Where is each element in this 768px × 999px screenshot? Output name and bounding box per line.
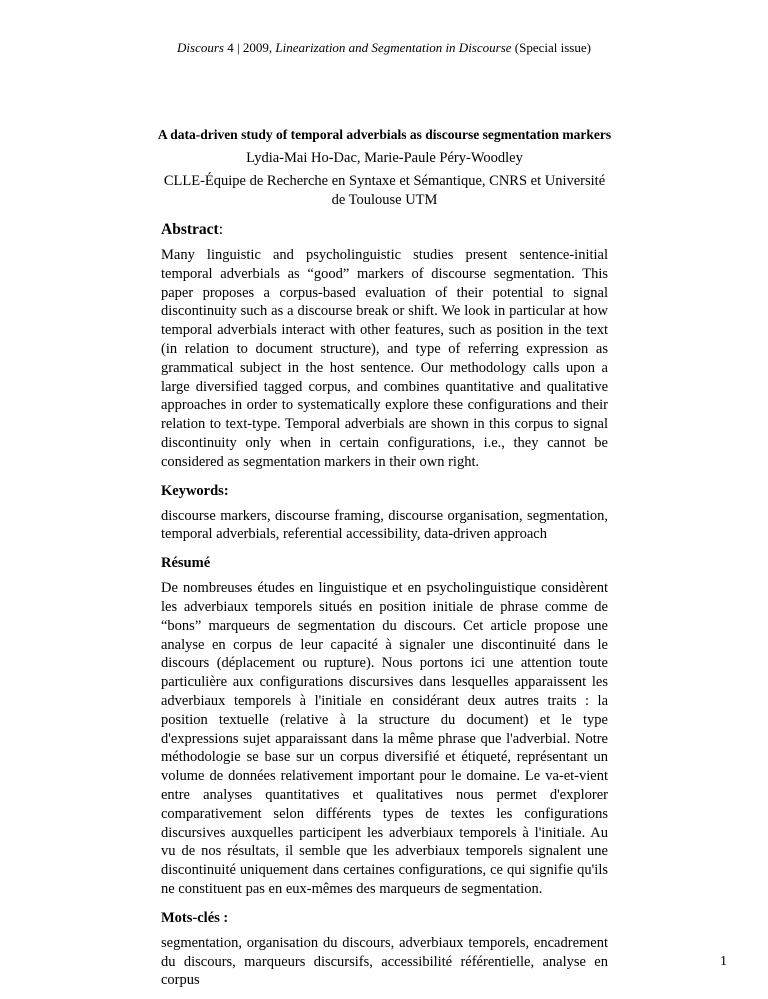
special-issue-note: (Special issue) xyxy=(511,40,591,55)
keywords-text: discourse markers, discourse framing, discourse organisation, segmentation, temporal adverbials, referential accessibility, data-driven approach xyxy=(161,507,608,543)
article-authors: Lydia-Mai Ho-Dac, Marie-Paule Péry-Woodley xyxy=(246,150,523,166)
keywords-heading: Keywords: xyxy=(161,482,229,499)
abstract-text: Many linguistic and psycholinguistic studies present sentence-initial temporal adverbials as “good” markers of discourse segmentation. This paper proposes a corpus-based evaluation of their potential to signal discontinuity such as a discourse break or shift. We look in particular at how temporal adverbials interact with other features, such as position in the text (in relation to document structure), and type of referring expression as grammatical subject in the host sentence. Our methodology calls upon a large diversified tagged corpus, and combines quantitative and qualitative approaches in order to systematically explore these configurations and their relation to text-type. Temporal adverbials are shown in this corpus to signal discontinuity only when in certain configurations, i.e., they cannot be considered as segmentation markers in their own right. xyxy=(161,247,608,470)
article-title: A data-driven study of temporal adverbials as discourse segmentation markers xyxy=(157,127,612,142)
resume-text: De nombreuses études en linguistique et en psycholinguistique considèrent les adverbiaux temporels situés en position initiale de phrase comme de “bons” marqueurs de segmentation du discours. Cet article propose une analyse en corpus de leur capacité à signaler une discontinuité dans le discours (déplacement ou rupture). Nous portons ici une attention toute particulière aux configurations discursives dans lesquelles apparaissent les adverbiaux temporels à l'initiale en considérant deux autres traits : la position textuelle (relative à la structure du document) et le type d'expressions sujet apparaissant dans la même phrase que l'adverbial. Notre méthodologie se base sur un corpus diversifié et étiqueté, représentant un volume de données relativement important pour le domaine. Le va-et-vient entre analyses quantitatives et qualitatives nous permet d'explorer comparativement selon différents types de textes les configurations discursives auxquelles participent les adverbiaux temporels à l'initiale. Au vu de nos résultats, il semble que les adverbiaux temporels signalent une discontinuité uniquement dans certaines configurations, ce qui signifie qu'ils ne constituent pas en eux-mêmes des marqueurs de segmentation. xyxy=(161,580,608,897)
abstract-heading xyxy=(161,220,608,240)
issue-title: Linearization and Segmentation in Discourse xyxy=(275,40,512,55)
resume-heading: Résumé xyxy=(161,555,211,572)
article-affiliation: CLLE-Équipe de Recherche en Syntaxe et Sémantique, CNRS et Université de Toulouse UTM xyxy=(163,173,606,208)
article-content xyxy=(157,125,612,999)
motscles-heading: Mots-clés : xyxy=(161,909,229,926)
running-header xyxy=(0,40,768,56)
motscles-text: segmentation, organisation du discours, adverbiaux temporels, encadrement du discours, marqueurs discursifs, accessibilité référentielle, analyse en corpus xyxy=(161,934,608,989)
abstract-heading-colon: : xyxy=(218,221,223,238)
abstract-heading-label: Abstract xyxy=(161,221,219,238)
page-number: 1 xyxy=(720,954,727,969)
journal-name: Discours xyxy=(177,40,224,55)
issue-info: 4 | 2009, xyxy=(224,40,276,55)
